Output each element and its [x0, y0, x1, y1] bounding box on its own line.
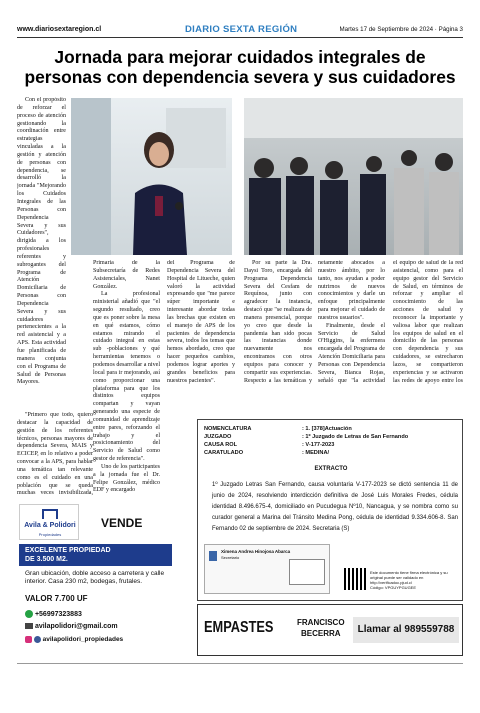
legal-notice: NOMENCLATURA : 1. [378]Actuación JUZGADO : 1º Juzgado de Letras de San Fernando CAUSA ROL : V-177-2023 CARATULADO : MEDINA/ EXTRACTO 1º Juzgado Letras San Fernando, causa voluntaria V-177-2023 se dictó sentencia 11 de junio de 2024, resolviendo interdicción definitiva de José Luis Morales Fredes, cédula identidad 8.496.675-4, domiciliado en Pucudegua Nº10, Nancagua, y se nombra como su curador general a Marina del Tránsito Medina Pong, cédula de identidad 9.334.606-8. San Fernando 02 de septiembre de 2024. Secretaria (S) Ximena Andrea Hinojosa Abarca Secretario Este documento tiene firma electrónica y su original puede ser validado en http://verificadoc.pjud.cl Código: VPGUYPGUGEE: [197, 419, 463, 601]
page-header: [17, 24, 463, 38]
empastes-ad: [197, 604, 463, 656]
signer-role: Secretario: [221, 555, 240, 560]
newspaper-brand: DIARIO SEXTA REGIÓN: [185, 24, 298, 35]
header-rule: [17, 37, 463, 38]
seal-icon: [209, 551, 217, 561]
article-paragraph: Primaria de la Subsecretaría de Redes Asistenciales, Nanet González.: [93, 260, 160, 290]
article-paragraph: Finalmente, desde el Servicio de Salud O'Higgins, la enfermera encargada del Programa de Atención Domiciliaria para Personas con Dependencia Severa, Bianca Rojas, señaló que "la actividad: [318, 322, 385, 384]
article-paragraph: el equipo de salud de la red asistencial, como para el equipo gestor del Servicio de Salud, en términos de reforzar y ampliar el conocimiento de las acciones de salud y reconocer la importante y valiosa labor que realizan los equipos de salud en el domicilio de las personas con dependencia y sus cuidadores, se estrecharon lazos, se compartieron experiencias y se activaron las redes de apoyo entre los: [393, 260, 463, 384]
site-url[interactable]: www.diariosextaregion.cl: [17, 26, 102, 33]
signature-stamp: [289, 559, 325, 585]
email-icon: [25, 623, 33, 629]
property-ad: [19, 504, 172, 658]
speaker-illustration: [71, 98, 232, 255]
signer-name: Ximena Andrea Hinojosa Abarca: [221, 549, 291, 554]
article-column-5: [318, 260, 385, 384]
article-paragraph: netamente abocados a nuestro ámbito, por lo tanto, nos ayudan a poder nutrirnos de nuevos conocimientos y darle un enfoque principalmente para mejorar el cuidado de nuestros usuarios".: [318, 260, 385, 321]
qr-code-icon[interactable]: [344, 568, 366, 590]
article-paragraph: "Primero que todo, quiero destacar la capacidad de gestión de los referentes técnicos, personas mayores de dependencia Severa, MAIS y ECICEP, en lo relativo a poder convocar a la APS, para hablar una temática tan relevante como es el cuidado en una población que se queda muchas veces invisibilizada,: [17, 412, 93, 497]
ad-phone-row[interactable]: +56997323883: [25, 610, 82, 618]
article-column-3: [167, 260, 235, 384]
issue-date: Martes 17 de Septiembre de 2024 · Página 3: [339, 26, 463, 33]
ad-banner: EXCELENTE PROPIEDAD DE 3.500 M2.: [19, 544, 172, 566]
ad-title: VENDE: [101, 516, 143, 530]
article-paragraph: Con el propósito de reforzar el proceso de atención gestionando la coordinación entre estrategias vinculadas a la gestión y atención de personas con dependencia, se desarrolló la jornada "Mejorando los Cuidados Integrales de las Personas con Dependencia Severa y sus Cuidadores", dirigida a los profesionales referentes y subrogantes del Programa de Atención Domiciliaria de Personas con Dependencia Severa y sus cuidadores pertenecientes a la red asistencial y a APS. Esta actividad fue planificada de manera conjunta con el Programa de Salud de Personas Mayores.: [17, 97, 66, 386]
footer-rule: [17, 663, 463, 664]
article-paragraph: Uno de los participantes a la jornada fue el Dr. Felipe González, médico EDF y encargado: [93, 463, 160, 494]
signature-block: [204, 544, 330, 594]
audience-illustration: [244, 98, 463, 255]
ad-logo: Avila & Polidori Propiedades: [19, 504, 79, 540]
ad-email-row[interactable]: avilapolidori@gmail.com: [25, 623, 118, 630]
article-paragraph: La profesional ministerial añadió que "el segundo resultado, creo que es poner sobre la mesa en qué estamos, cómo estamos mirando el cuidado integral en estas sub -poblaciones y qué herramientas tenemos o podemos desarrollar a nivel local para ir mejorando, así como proporcionar una plataforma para que los distintos equipos compartan y vayan generando una especie de comunidad de aprendizaje entre pares, reforzando el trabajo y el posicionamiento del Servicio de Salud como gestor de referencia".: [93, 291, 160, 463]
facebook-icon: [34, 636, 41, 643]
instagram-icon: [25, 636, 32, 643]
qr-note: Este documento tiene firma electrónica y su original puede ser validado en http://verificadoc.pjud.cl Código: VPGUYPGUGEE: [370, 570, 448, 590]
ad-description: Gran ubicación, doble acceso a carretera y calle interior. Casa 230 m2, bodegas, frutales.: [25, 570, 165, 585]
speaker-photo: [71, 98, 232, 255]
ad-social-row[interactable]: avilapolidori_propiedades: [25, 636, 123, 643]
article-column-4: [244, 260, 312, 384]
article-column-1: [17, 97, 66, 410]
whatsapp-icon: [25, 610, 33, 618]
article-column-6: [393, 260, 463, 384]
article-paragraph: del Programa de Dependencia Severa del Hospital de Litueche, quien valoró la actividad expresando que "me parece súper importante e interesante abordar todas las brechas que existen en el manejo de APS de los pacientes de dependencia severa, todos los temas que hemos abordado, creo que hacer pequeños cambios, podemos lograr aportes y grandes beneficios para nuestros pacientes".: [167, 260, 235, 384]
notice-body: 1º Juzgado Letras San Fernando, causa voluntaria V-177-2023 se dictó sentencia 11 de junio de 2024, resolviendo interdicción definitiva de José Luis Morales Fredes, cédula identidad 8.496.675-4, domiciliado en Pucudegua Nº10, Nancagua, y se nombra como su curador general a Marina del Tránsito Medina Pong, cédula de identidad 9.334.606-8. San Fernando 02 de septiembre de 2024. Secretaria (S): [212, 482, 458, 532]
empastes-person: FRANCISCO BECERRA: [297, 618, 345, 638]
notice-extracto-title: EXTRACTO: [314, 466, 348, 472]
empastes-phone[interactable]: Llamar al 989559788: [353, 617, 459, 643]
headline: Jornada para mejorar cuidados integrales de personas con dependencia severa y sus cuidadores: [24, 47, 456, 87]
article-column-1-cont: [17, 412, 93, 498]
empastes-title: EMPASTES: [204, 619, 274, 636]
house-icon: [42, 509, 58, 519]
ad-price: VALOR 7.700 UF: [25, 594, 88, 603]
article-column-2: [93, 260, 160, 496]
audience-photo: [244, 98, 463, 255]
article-paragraph: Por su parte la Dra. Daysi Toro, encargada del Programa Dependencia Severa del Cesfam de Requínoa, junto con agradecer la instancia, destacó que "se realizara de manera presencial, porque yo creo que desde la pandemia han sido pocas las instancias donde nuevamente nos encontramos con otros equipos para conocer y compartir sus experiencias. Respecto a las temáticas y: [244, 260, 312, 384]
